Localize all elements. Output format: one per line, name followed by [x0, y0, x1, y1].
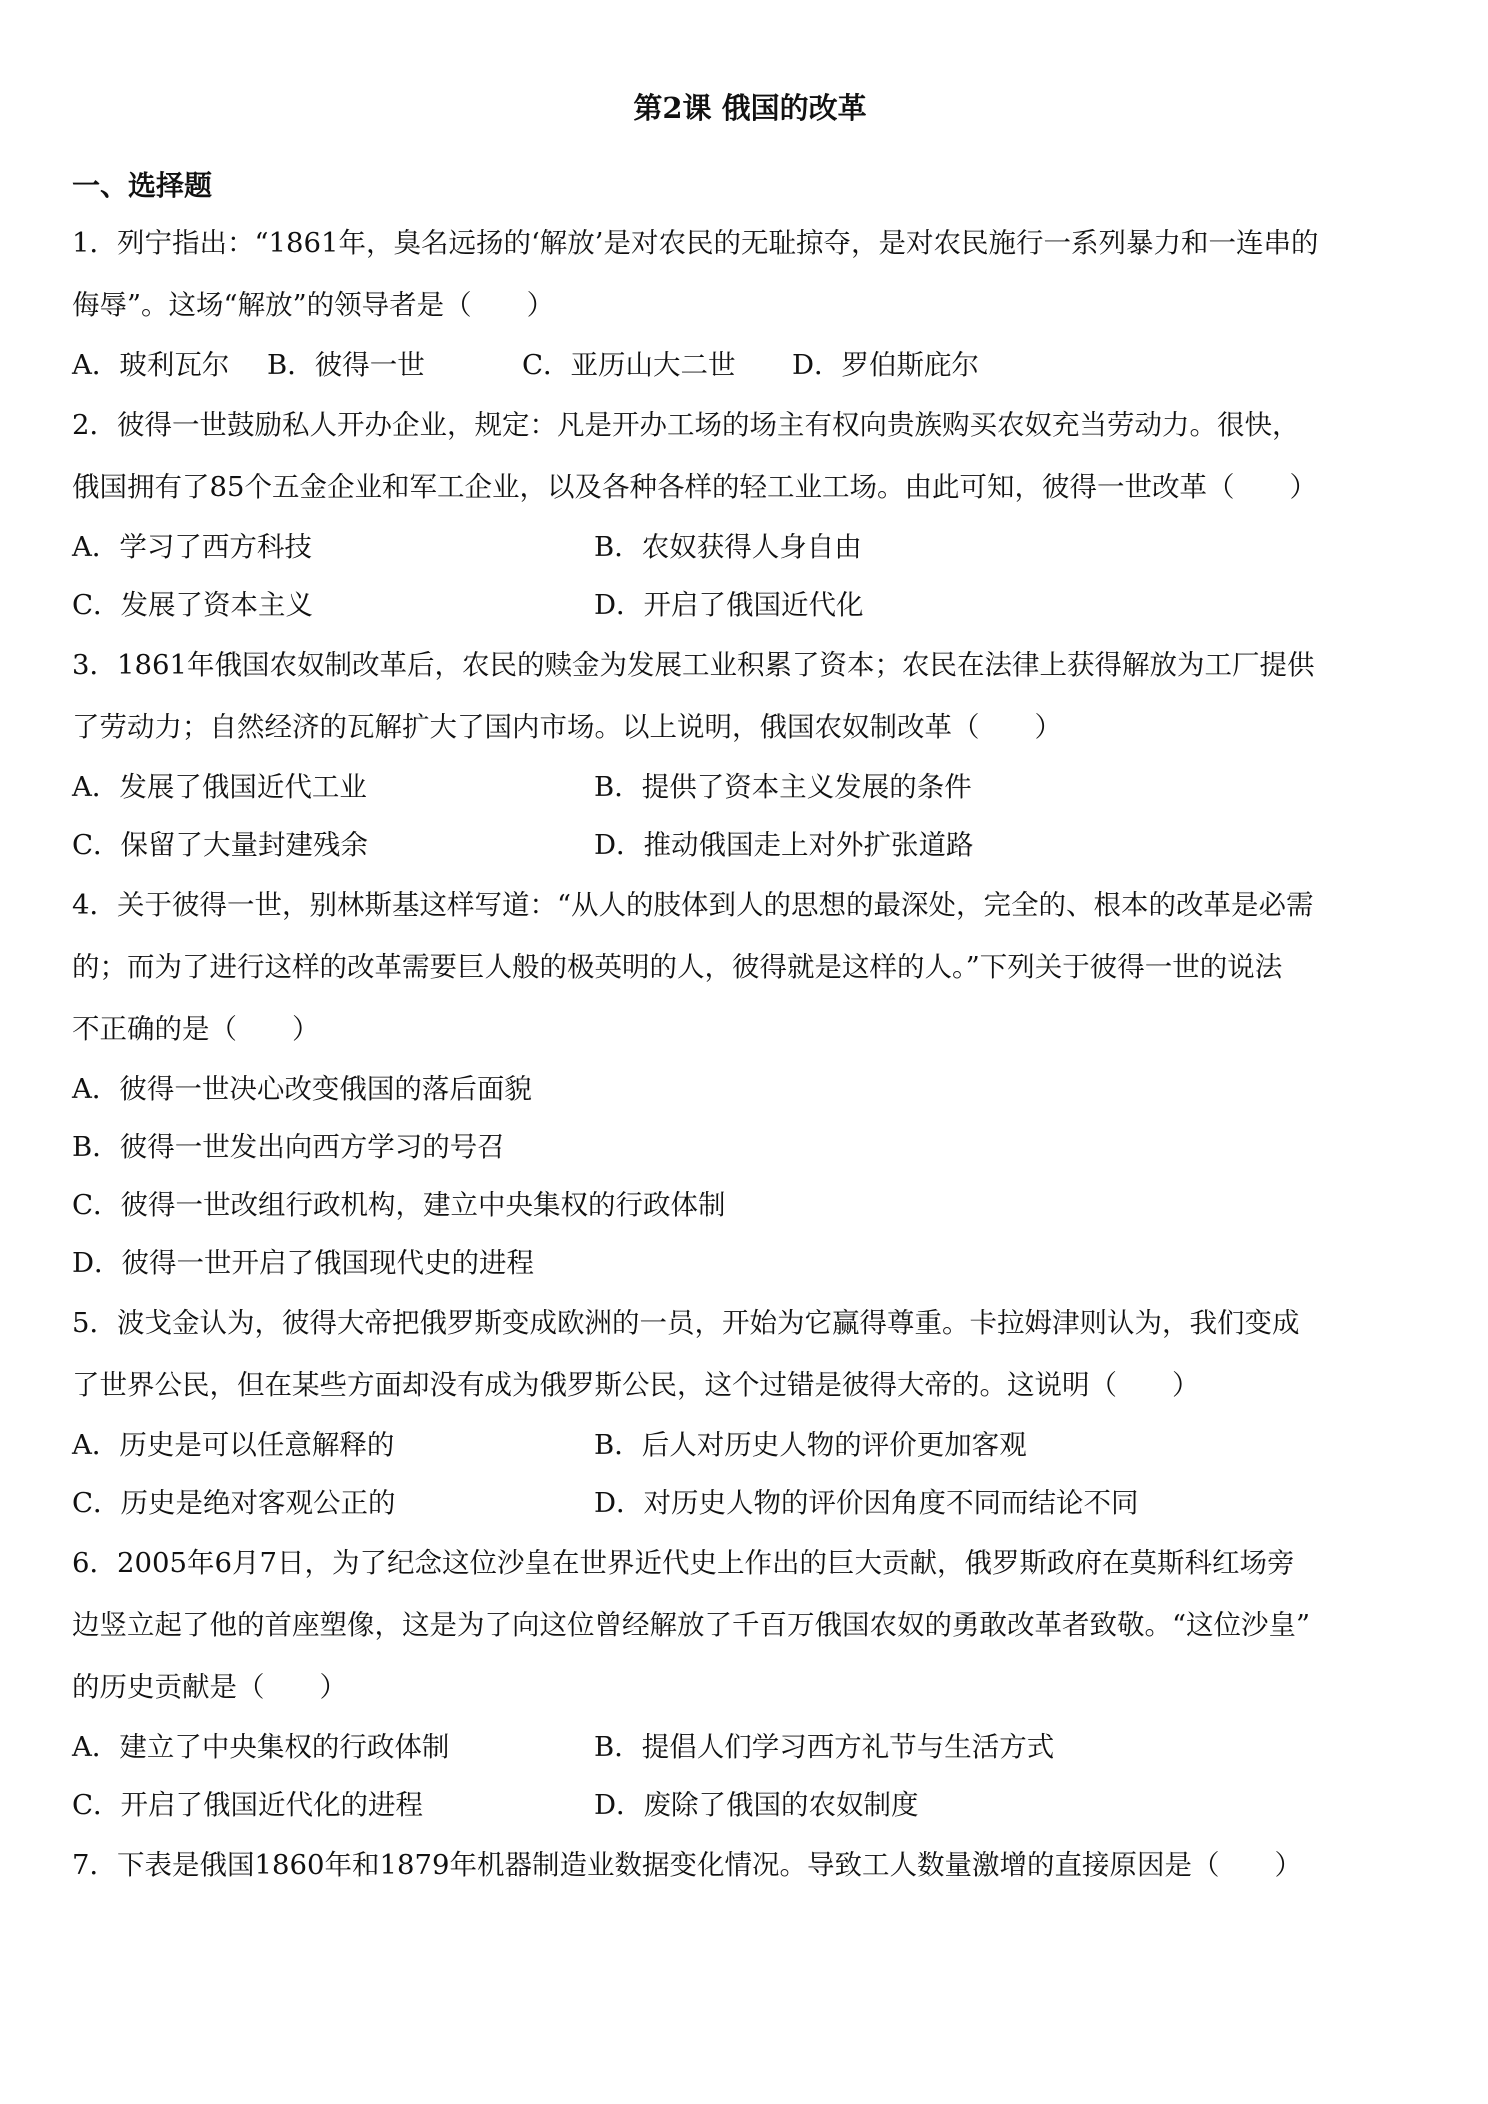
- question-text-line: 边竖立起了他的首座塑像，这是为了向这位曾经解放了千百万俄国农奴的勇敢改革者致敬。“这位沙皇”: [72, 1609, 1311, 1641]
- option-b: B．后人对历史人物的评价更加客观: [594, 1429, 1027, 1461]
- question-1: [72, 212, 1428, 394]
- option-a: A．发展了俄国近代工业: [72, 771, 367, 803]
- question-2: [72, 394, 1428, 634]
- option-row: [72, 336, 1428, 394]
- option-c: C．保留了大量封建残余: [72, 829, 369, 861]
- question-5: [72, 1292, 1428, 1532]
- question-text-line: 4．关于彼得一世，别林斯基这样写道：“从人的肢体到人的思想的最深处，完全的、根本的改革是必需: [72, 889, 1314, 921]
- question-text-line: 的历史贡献是（ ）: [72, 1671, 347, 1703]
- option-d: D．罗伯斯庇尔: [792, 349, 980, 381]
- option-d: D．推动俄国走上对外扩张道路: [594, 829, 974, 861]
- option-row: [72, 1474, 1428, 1532]
- option-c: C．彼得一世改组行政机构，建立中央集权的行政体制: [72, 1189, 726, 1221]
- option-a: A．学习了西方科技: [72, 531, 312, 563]
- question-text-line: 不正确的是（ ）: [72, 1013, 320, 1045]
- option-row: [72, 576, 1428, 634]
- option-d: D．对历史人物的评价因角度不同而结论不同: [594, 1487, 1139, 1519]
- option-c: C．开启了俄国近代化的进程: [72, 1789, 424, 1821]
- question-7: [72, 1834, 1428, 1896]
- option-row: [72, 1776, 1428, 1834]
- question-text-line: 了劳动力；自然经济的瓦解扩大了国内市场。以上说明，俄国农奴制改革（ ）: [72, 711, 1062, 743]
- option-b: B．提供了资本主义发展的条件: [594, 771, 972, 803]
- question-text-line: 俄国拥有了85个五金企业和军工企业，以及各种各样的轻工业工场。由此可知，彼得一世改革（ ）: [72, 471, 1317, 503]
- option-row: [72, 1416, 1428, 1474]
- question-text-line: 的；而为了进行这样的改革需要巨人般的极英明的人，彼得就是这样的人。”下列关于彼得一世的说法: [72, 951, 1283, 983]
- option-d: D．彼得一世开启了俄国现代史的进程: [72, 1247, 535, 1279]
- option-b: B．彼得一世发出向西方学习的号召: [72, 1131, 505, 1163]
- option-row: [72, 758, 1428, 816]
- option-a: A．彼得一世决心改变俄国的落后面貌: [72, 1073, 532, 1105]
- option-row: [72, 1718, 1428, 1776]
- question-4: [72, 874, 1428, 1292]
- option-d: D．废除了俄国的农奴制度: [594, 1789, 919, 1821]
- page-title: 第2课 俄国的改革: [633, 91, 867, 125]
- question-text-line: 7．下表是俄国1860年和1879年机器制造业数据变化情况。导致工人数量激增的直接原因是（ ）: [72, 1849, 1302, 1881]
- question-text-line: 2．彼得一世鼓励私人开办企业，规定：凡是开办工场的场主有权向贵族购买农奴充当劳动力。很快，: [72, 409, 1300, 441]
- question-text-line: 侮辱”。这场“解放”的领导者是（ ）: [72, 289, 555, 321]
- question-6: [72, 1532, 1428, 1834]
- option-a: A．历史是可以任意解释的: [72, 1429, 395, 1461]
- option-row: [72, 816, 1428, 874]
- question-text-line: 3．1861年俄国农奴制改革后，农民的赎金为发展工业积累了资本；农民在法律上获得解放为工厂提供: [72, 649, 1315, 681]
- question-text-line: 6．2005年6月7日，为了纪念这位沙皇在世界近代史上作出的巨大贡献，俄罗斯政府在莫斯科红场旁: [72, 1547, 1295, 1579]
- option-b: B．农奴获得人身自由: [594, 531, 862, 563]
- option-row: [72, 518, 1428, 576]
- question-text-line: 了世界公民，但在某些方面却没有成为俄罗斯公民，这个过错是彼得大帝的。这说明（ ）: [72, 1369, 1200, 1401]
- option-c: C．历史是绝对客观公正的: [72, 1487, 396, 1519]
- option-c: C．亚历山大二世: [522, 349, 736, 381]
- question-text-line: 5．波戈金认为，彼得大帝把俄罗斯变成欧洲的一员，开始为它赢得尊重。卡拉姆津则认为，我们变成: [72, 1307, 1300, 1339]
- option-b: B．彼得一世: [267, 349, 425, 381]
- question-text-line: 1．列宁指出：“1861年，臭名远扬的‘解放’是对农民的无耻掠夺，是对农民施行一系列暴力和一连串的: [72, 227, 1319, 259]
- section-heading: 一、选择题: [72, 169, 213, 202]
- question-3: [72, 634, 1428, 874]
- option-b: B．提倡人们学习西方礼节与生活方式: [594, 1731, 1055, 1763]
- option-a: A．玻利瓦尔: [72, 349, 230, 381]
- option-c: C．发展了资本主义: [72, 589, 314, 621]
- option-a: A．建立了中央集权的行政体制: [72, 1731, 450, 1763]
- option-d: D．开启了俄国近代化: [594, 589, 864, 621]
